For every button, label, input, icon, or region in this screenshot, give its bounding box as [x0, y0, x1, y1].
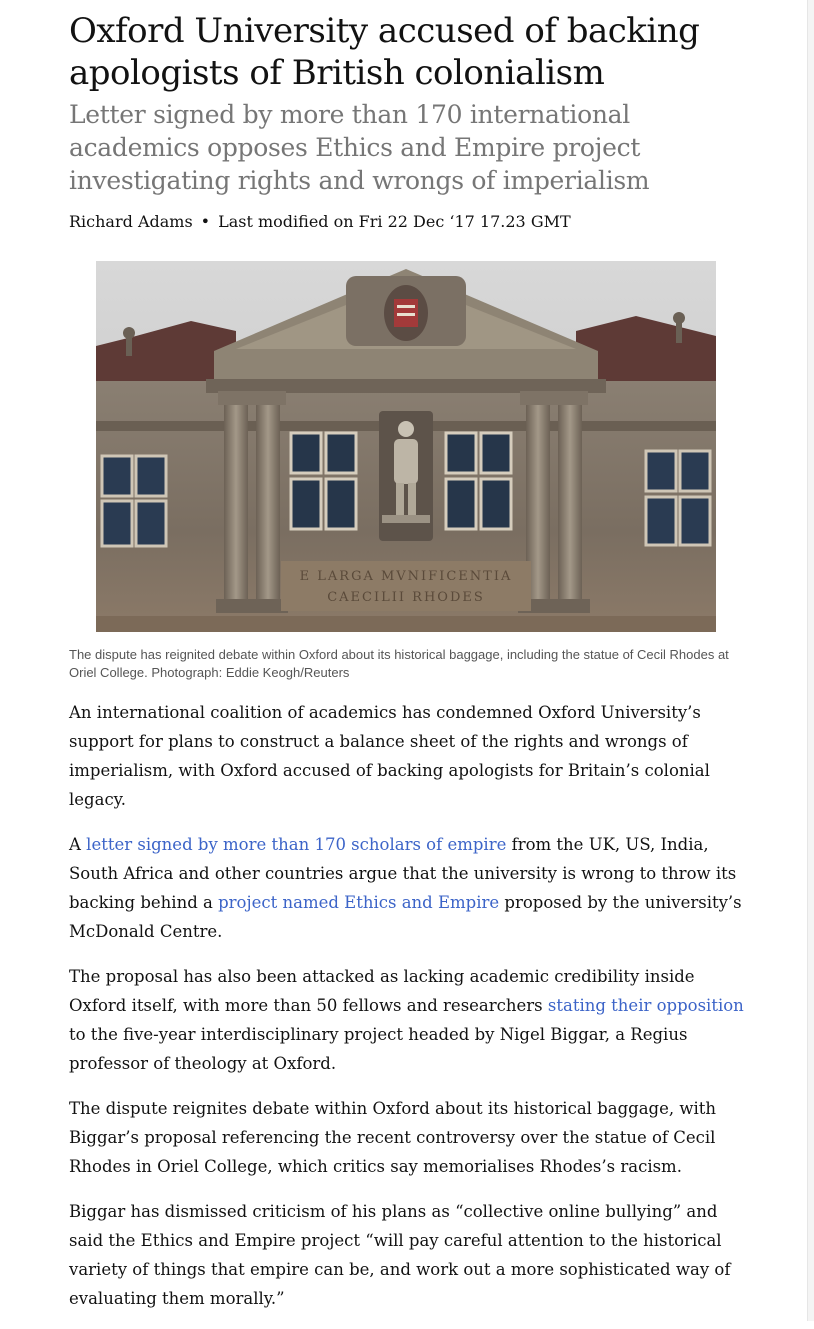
byline — [69, 211, 749, 233]
paragraph-3-text-2: to the five-year interdisciplinary project headed by Nigel Biggar, a Regius professor of theology at Oxford. — [69, 1025, 688, 1073]
article — [69, 10, 749, 1329]
main-figure — [69, 261, 749, 682]
last-modified: Last modified on Fri 22 Dec ‘17 17.23 GMT — [218, 212, 571, 231]
standfirst: Letter signed by more than 170 international academics opposes Ethics and Empire project investigating rights and wrongs of imperialism — [69, 100, 650, 195]
headline: Oxford University accused of backing apologists of British colonialism — [69, 11, 700, 93]
inscription-line-2: CAECILII RHODES — [327, 590, 485, 605]
article-body — [69, 698, 749, 1313]
figure-caption: The dispute has reignited debate within Oxford about its historical baggage, including the statue of Cecil Rhodes at Oriel College. Photograph: Eddie Keogh/Reuters — [69, 647, 729, 680]
building-statue-photo — [96, 261, 716, 632]
opposition-link[interactable]: stating their opposition — [547, 996, 744, 1015]
byline-separator: • — [200, 212, 211, 231]
paragraph-3 — [69, 962, 749, 1078]
paragraph-4: The dispute reignites debate within Oxford about its historical baggage, with Biggar’s proposal referencing the recent controversy over the statue of Cecil Rhodes in Oriel College, which critics say memorialises Rhodes’s racism. — [69, 1099, 717, 1176]
author-name[interactable]: Richard Adams — [69, 212, 193, 231]
paragraph-1: An international coalition of academics has condemned Oxford University’s support for plans to construct a balance sheet of the rights and wrongs of imperialism, with Oxford accused of backing apologists for Britain’s colonial legacy. — [69, 703, 710, 809]
scrollbar[interactable] — [807, 0, 814, 1321]
paragraph-5: Biggar has dismissed criticism of his plans as “collective online bullying” and said the Ethics and Empire project “will pay careful attention to the historical variety of things that empire can be, and work out a more sophisticated way of evaluating them morally.” — [69, 1202, 731, 1308]
paragraph-2-text-2: from the UK, US, India, South Africa and other countries argue that the university is wrong to throw its backing behind a — [69, 835, 737, 912]
paragraph-2 — [69, 830, 749, 946]
project-link[interactable]: project named Ethics and Empire — [218, 893, 500, 912]
inscription-line-1: E LARGA MVNIFICENTIA — [299, 569, 513, 584]
paragraph-2-text-3: proposed by the university’s McDonald Centre. — [69, 893, 742, 941]
paragraph-2-text-1: A — [69, 835, 87, 854]
paragraph-3-text-1: The proposal has also been attacked as lacking academic credibility inside Oxford itself, with more than 50 fellows and researchers — [69, 967, 695, 1015]
letter-link[interactable]: letter signed by more than 170 scholars of empire — [86, 835, 507, 854]
